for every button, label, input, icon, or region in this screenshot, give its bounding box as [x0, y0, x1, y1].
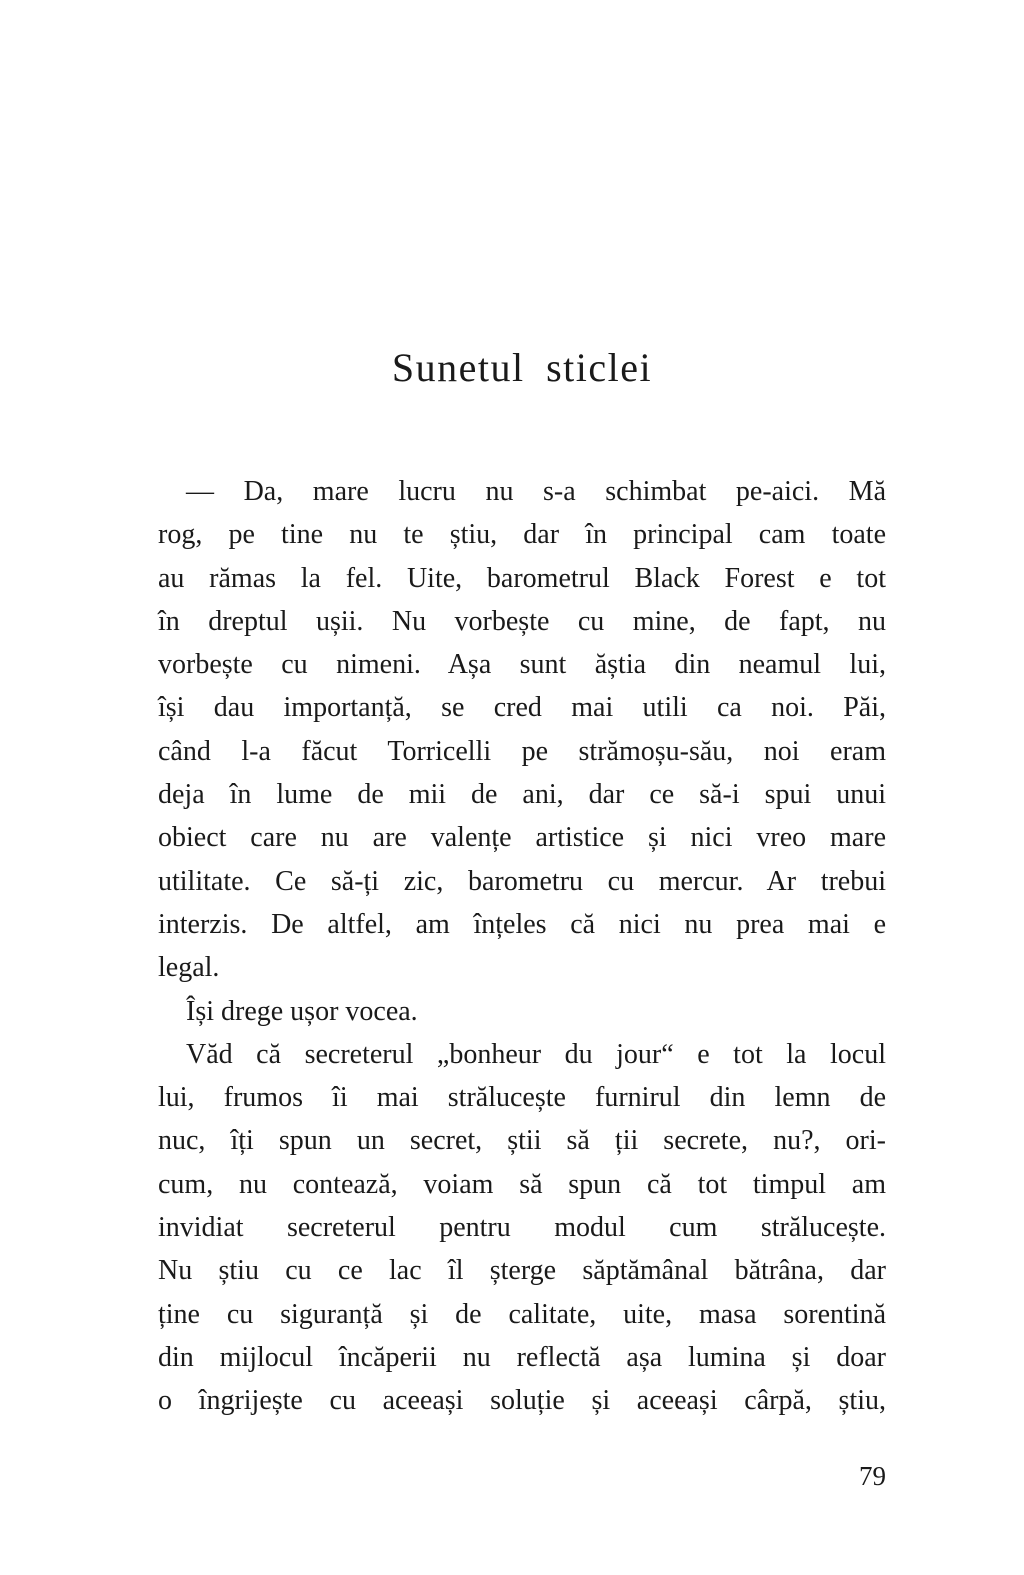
text-line: rog, pe tine nu te știu, dar în principal cam toate: [158, 519, 886, 551]
text-line: — Da, mare lucru nu s-a schimbat pe-aici. Mă: [186, 476, 886, 507]
text-line: lui, frumos îi mai strălucește furnirul din lemn de: [158, 1082, 886, 1114]
text-line: invidiat secreterul pentru modul cum strălucește.: [158, 1212, 886, 1244]
text-line: Nu știu cu ce lac îl șterge săptămânal bătrâna, dar: [158, 1255, 886, 1287]
text-line: deja în lume de mii de ani, dar ce să-i spui unui: [158, 779, 886, 811]
text-line: cum, nu contează, voiam să spun că tot timpul am: [158, 1168, 886, 1200]
body-text: [158, 470, 886, 1423]
text-line: din mijlocul încăperii nu reflectă așa lumina și doar: [158, 1341, 886, 1373]
text-line: obiect care nu are valențe artistice și nici vreo mare: [158, 822, 886, 854]
text-line: vorbește cu nimeni. Așa sunt ăștia din neamul lui,: [158, 649, 886, 681]
chapter-title: Sunetul sticlei: [391, 345, 653, 390]
text-line: ține cu siguranță și de calitate, uite, masa sorentină: [158, 1298, 886, 1330]
text-line: legal.: [158, 952, 220, 984]
text-line: au rămas la fel. Uite, barometrul Black Forest e tot: [158, 562, 886, 594]
text-line: utilitate. Ce să-ți zic, barometru cu mercur. Ar trebui: [158, 865, 886, 897]
text-line: Își drege ușor vocea.: [186, 995, 418, 1027]
text-line: interzis. De altfel, am înțeles că nici nu prea mai e: [158, 908, 886, 940]
paragraph: [158, 1033, 886, 1423]
paragraph: [158, 990, 886, 1033]
paragraph: [158, 470, 886, 990]
text-line: își dau importanță, se cred mai utili ca noi. Păi,: [158, 692, 886, 724]
text-line: în dreptul ușii. Nu vorbește cu mine, de fapt, nu: [158, 605, 886, 637]
text-line: când l-a făcut Torricelli pe strămoșu-său, noi eram: [158, 735, 886, 767]
page-number: 79: [859, 1461, 886, 1491]
text-line: nuc, îți spun un secret, știi să ții secrete, nu?, ori-: [158, 1125, 886, 1157]
text-line: o îngrijește cu aceeași soluție și aceeași cârpă, știu,: [158, 1385, 886, 1417]
text-line: Văd că secreterul „bonheur du jour“ e tot la locul: [186, 1038, 886, 1070]
